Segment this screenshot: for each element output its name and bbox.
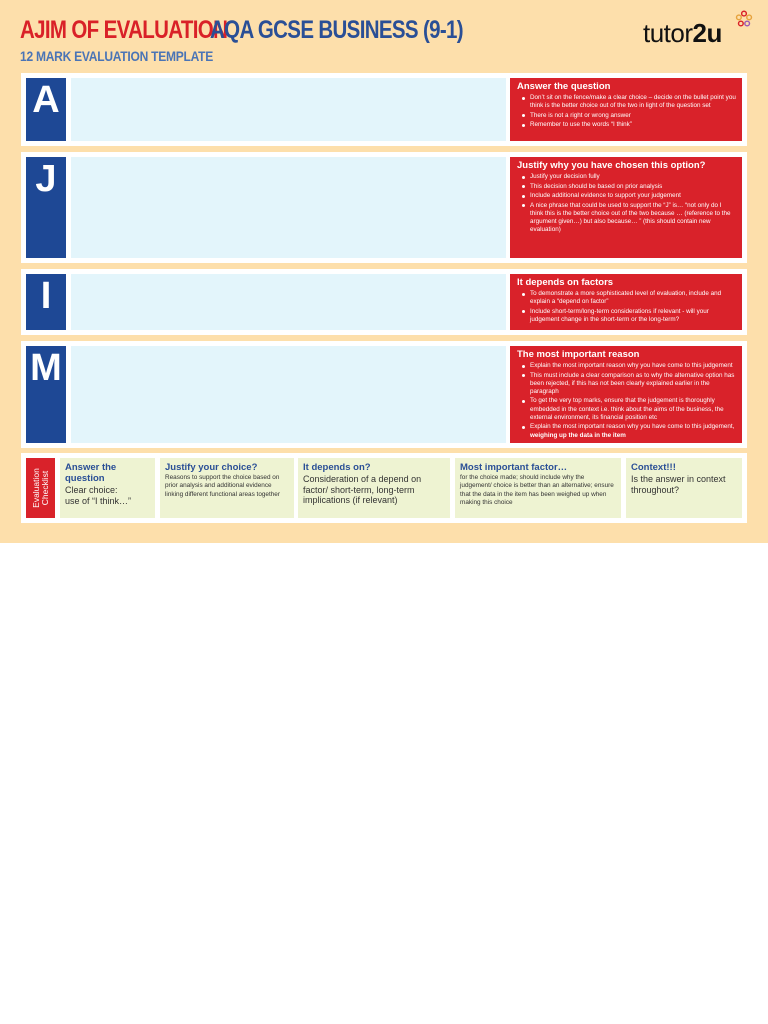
guide-point: To demonstrate a more sophisticated level of evaluation, include and explain a “depend on factor” xyxy=(530,290,736,306)
checklist-item-depends xyxy=(298,458,450,518)
checklist-item-context xyxy=(626,458,742,518)
checklist-item-title: Justify your choice? xyxy=(165,462,258,473)
guide-m xyxy=(510,346,742,443)
title-course: AQA GCSE BUSINESS (9-1) xyxy=(210,16,463,44)
guide-point: Include short-term/long-term considerations if relevant - will your judgement change in the short-term or the long-term? xyxy=(530,308,736,324)
guide-point: Explain the most important reason why you have come to this judgement, weighing up the data in the item xyxy=(530,423,735,439)
checklist-item-title: Answer the question xyxy=(65,462,117,484)
guide-title: It depends on factors xyxy=(517,277,614,288)
answer-area-j[interactable] xyxy=(71,157,506,258)
row-i xyxy=(21,269,747,335)
guide-i xyxy=(510,274,742,330)
title-main: AJIM OF EVALUATION xyxy=(20,16,228,44)
letter-m: M xyxy=(26,346,66,443)
guide-title: The most important reason xyxy=(517,349,640,360)
guide-point-emphasis: weighing up the data in the item xyxy=(530,431,626,439)
guide-title: Justify why you have chosen this option? xyxy=(517,160,706,171)
guide-point: A nice phrase that could be used to support the “J” is… “not only do I think this is the better choice out of the two because … (reference to the argument given…) but also because… ” (this should contain new evaluation) xyxy=(530,202,736,235)
checklist-item-title: It depends on? xyxy=(303,462,371,473)
guide-point: Don’t sit on the fence/make a clear choice – decide on the bullet point you think is the better choice out of the two in light of the question set xyxy=(530,94,736,110)
page-subtitle: 12 MARK EVALUATION TEMPLATE xyxy=(20,48,214,64)
guide-point: This decision should be based on prior analysis xyxy=(530,183,736,191)
guide-point: Explain the most important reason why you have come to this judgement xyxy=(530,362,736,370)
guide-point: To get the very top marks, ensure that the judgement is thoroughly embedded in the context i.e. think about the aims of the business, the external environment, its financial position etc xyxy=(530,397,736,422)
row-j xyxy=(21,152,747,263)
checklist-label: Evaluation Checklist xyxy=(26,458,55,518)
guide-point: Justify your decision fully xyxy=(530,173,736,181)
guide-a xyxy=(510,78,742,141)
guide-j xyxy=(510,157,742,258)
checklist-item-body: Reasons to support the choice based on prior analysis and additional evidence linking different functional areas together xyxy=(165,474,280,498)
checklist-item-answer xyxy=(60,458,155,518)
answer-area-i[interactable] xyxy=(71,274,506,330)
row-m xyxy=(21,341,747,448)
guide-point: This must include a clear comparison as to why the alternative option has been rejected, if this has not been clearly explained earlier in the paragraph xyxy=(530,371,735,395)
row-a xyxy=(21,73,747,146)
guide-point: Include additional evidence to support your judgement xyxy=(530,192,736,200)
letter-a: A xyxy=(26,78,66,141)
page-title xyxy=(20,16,463,45)
tutor2u-logo xyxy=(643,18,722,50)
guide-point: There is not a right or wrong answer xyxy=(530,112,736,120)
checklist-item-body: Consideration of a depend on factor/ short-term, long-term implications (if relevant) xyxy=(303,474,422,505)
answer-area-m[interactable] xyxy=(71,346,506,443)
checklist-item-justify xyxy=(160,458,294,518)
logo-text-regular: tutor xyxy=(643,18,693,48)
flower-icon xyxy=(735,10,753,28)
guide-title: Answer the question xyxy=(517,81,611,92)
checklist-item-body: Clear choice: use of “I think…” xyxy=(65,485,132,506)
checklist-item-important xyxy=(455,458,621,518)
checklist-item-title: Context!!! xyxy=(631,462,676,473)
checklist-item-body: Is the answer in context throughout? xyxy=(631,474,726,495)
guide-point: Remember to use the words “I think” xyxy=(530,121,736,129)
logo-text-bold: 2u xyxy=(692,18,722,48)
answer-area-a[interactable] xyxy=(71,78,506,141)
letter-i: I xyxy=(26,274,66,330)
letter-j: J xyxy=(26,157,66,258)
checklist-item-body: for the choice made; should include why the judgement/ choice is better than an alternative; ensure that the data in the item has been weighed up when making this choice xyxy=(460,474,614,506)
checklist-item-title: Most important factor… xyxy=(460,462,568,473)
evaluation-checklist xyxy=(21,453,747,523)
